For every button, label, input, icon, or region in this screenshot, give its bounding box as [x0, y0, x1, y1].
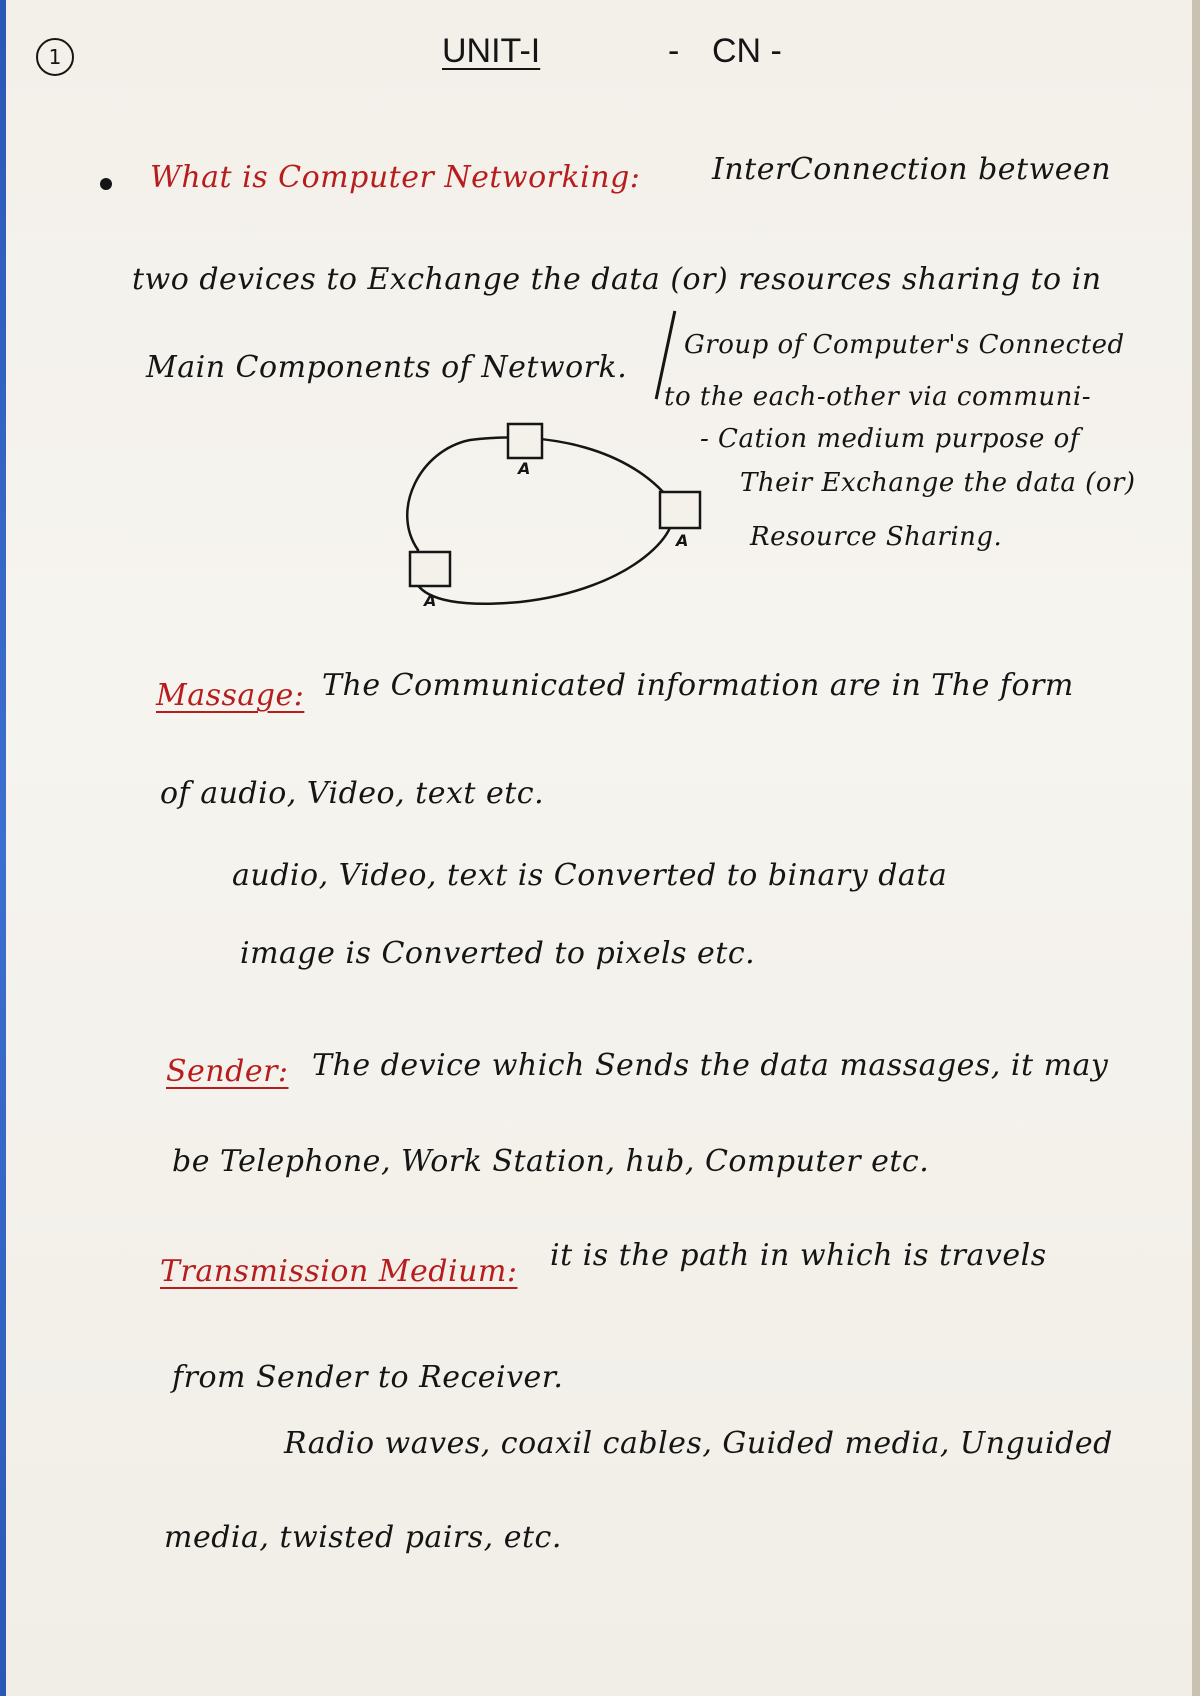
page-number: 1 [36, 38, 74, 76]
svg-text:A: A [518, 459, 531, 478]
message-line-3: audio, Video, text is Converted to binary data [232, 858, 948, 893]
definition-term: What is Computer Networking: [150, 160, 641, 195]
medium-term: Transmission Medium: [160, 1254, 518, 1289]
heading-dash: - [668, 32, 680, 70]
computer-node-left [410, 552, 450, 610]
svg-text:A: A [424, 591, 437, 610]
sender-term: Sender: [166, 1054, 289, 1089]
medium-line-3: Radio waves, coaxil cables, Guided media, Unguided [284, 1426, 1113, 1461]
message-line-4: image is Converted to pixels etc. [240, 936, 756, 971]
definition-line-2: two devices to Exchange the data (or) resources sharing to in [132, 262, 1102, 297]
computer-node-right [660, 492, 700, 550]
page-shadow-edge [1192, 0, 1200, 1696]
side-note-line-4: Their Exchange the data (or) [740, 468, 1136, 498]
side-note-line-3: - Cation medium purpose of [700, 424, 1080, 454]
definition-line-1: InterConnection between [712, 152, 1112, 187]
side-note-line-1: Group of Computer's Connected [684, 330, 1125, 360]
sender-line-2: be Telephone, Work Station, hub, Computer etc. [172, 1144, 930, 1179]
message-line-2: of audio, Video, text etc. [160, 776, 545, 811]
sender-line-1: The device which Sends the data massages, it may [312, 1048, 1109, 1083]
message-line-1: The Communicated information are in The form [322, 668, 1074, 703]
unit-title: UNIT-I [442, 32, 541, 70]
subject-title: CN - [712, 32, 782, 70]
bullet-point [100, 178, 112, 190]
side-note-line-2: to the each-other via communi- [664, 382, 1092, 412]
computer-node-top [508, 424, 542, 478]
medium-line-1: it is the path in which is travels [550, 1238, 1047, 1273]
side-note-line-5: Resource Sharing. [750, 522, 1003, 552]
definition-line-3: Main Components of Network. [146, 350, 628, 385]
binding-edge [0, 0, 6, 1696]
svg-text:A: A [676, 531, 689, 550]
unit-heading [442, 32, 540, 71]
network-ring-diagram [370, 420, 730, 620]
medium-line-4: media, twisted pairs, etc. [164, 1520, 562, 1555]
medium-line-2: from Sender to Receiver. [172, 1360, 564, 1395]
message-term: Massage: [156, 678, 305, 713]
